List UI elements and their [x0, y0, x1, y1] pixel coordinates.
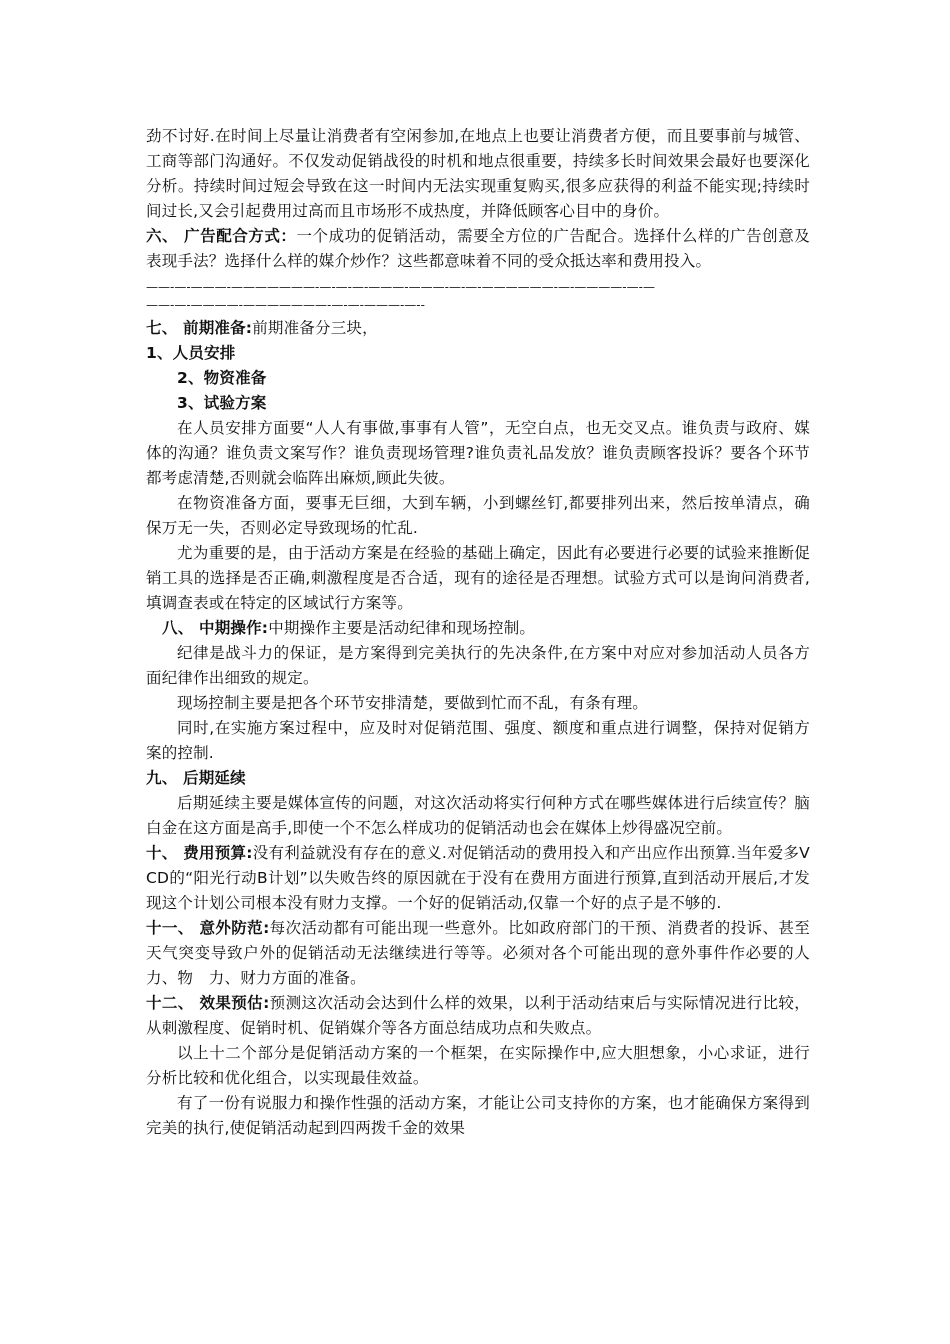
section-8-paragraph-3: 同时,在实施方案过程中，应及时对促销范围、强度、额度和重点进行调整，保持对促销方案的控制. — [146, 719, 810, 762]
section-6-heading: 六、 广告配合方式： — [146, 227, 297, 245]
section-10-body: 没有利益就没有存在的意义.对促销活动的费用投入和产出应作出预算.当年爱多VCD的“阳光行动B计划”以失败告终的原因就在于没有在费用方面进行预算,直到活动开展后,才发现这个计划公司根本没有财力支撑。一个好的促销活动,仅靠一个好的点子是不够的. — [146, 844, 810, 912]
section-7-item-2: 2、物资准备 — [177, 369, 267, 387]
section-8-paragraph-2: 现场控制主要是把各个环节安排清楚，要做到忙而不乱，有条有理。 — [177, 694, 649, 712]
section-7-item-3: 3、试验方案 — [177, 394, 267, 412]
section-8-heading: 八、 中期操作: — [162, 619, 269, 637]
dash-rule-2: ——-—-————-———————-—-—-———-—-- — [146, 298, 425, 312]
section-6-paragraph — [146, 224, 810, 274]
section-7-body: 前期准备分三块， — [252, 319, 378, 337]
section-9-heading: 九、 后期延续 — [146, 769, 246, 787]
section-7-paragraph — [146, 316, 810, 341]
section-12-body: 预测这次活动会达到什么样的效果，以利于活动结束后与实际情况进行比较，从刺激程度、促销时机、促销媒介等各方面总结成功点和失败点。 — [146, 994, 810, 1037]
dash-rule-1: ——-—-———-———————-—-—-—-———-———-—-—-——————-—-————-—-— — [146, 280, 655, 294]
section-10-paragraph — [146, 841, 810, 916]
section-12-paragraph — [146, 991, 810, 1041]
section-11-paragraph — [146, 916, 810, 991]
closing-paragraph-1: 以上十二个部分是促销活动方案的一个框架，在实际操作中,应大胆想象，小心求证，进行分析比较和优化组合，以实现最佳效益。 — [146, 1044, 810, 1087]
intro-paragraph: 劲不讨好.在时间上尽量让消费者有空闲参加,在地点上也要让消费者方便，而且要事前与城管、工商等部门沟通好。不仅发动促销战役的时机和地点很重要，持续多长时间效果会最好也要深化分析。持续时间过短会导致在这一时间内无法实现重复购买,很多应获得的利益不能实现;持续时间过长,又会引起费用过高而且市场形不成热度，并降低顾客心目中的身价。 — [146, 127, 810, 220]
section-8-paragraph-1: 纪律是战斗力的保证，是方案得到完美执行的先决条件,在方案中对应对参加活动人员各方面纪律作出细致的规定。 — [146, 644, 810, 687]
section-7-item-1: 1、人员安排 — [146, 344, 236, 362]
section-8-paragraph — [146, 616, 810, 641]
section-8-body: 中期操作主要是活动纪律和现场控制。 — [268, 619, 536, 637]
section-10-heading: 十、 费用预算: — [146, 844, 253, 862]
section-11-body: 每次活动都有可能出现一些意外。比如政府部门的干预、消费者的投诉、甚至天气突变导致户外的促销活动无法继续进行等等。必须对各个可能出现的意外事件作必要的人力、物 力、财力方面的准备。 — [146, 919, 810, 987]
section-7-heading: 七、 前期准备: — [146, 319, 253, 337]
section-9-paragraph-1: 后期延续主要是媒体宣传的问题，对这次活动将实行何种方式在哪些媒体进行后续宣传？脑白金在这方面是高手,即使一个不怎么样成功的促销活动也会在媒体上炒得盛况空前。 — [146, 794, 810, 837]
closing-paragraph-2: 有了一份有说服力和操作性强的活动方案，才能让公司支持你的方案，也才能确保方案得到完美的执行,使促销活动起到四两拨千金的效果 — [146, 1094, 810, 1137]
section-6-body: 一个成功的促销活动，需要全方位的广告配合。选择什么样的广告创意及表现手法？选择什么样的媒介炒作？这些都意味着不同的受众抵达率和费用投入。 — [146, 227, 810, 270]
section-7-paragraph-3: 尤为重要的是，由于活动方案是在经验的基础上确定，因此有必要进行必要的试验来推断促销工具的选择是否正确,刺激程度是否合适，现有的途径是否理想。试验方式可以是询问消费者,填调查表或在特定的区域试行方案等。 — [146, 544, 810, 612]
section-7-paragraph-1: 在人员安排方面要“人人有事做,事事有人管”，无空白点，也无交叉点。谁负责与政府、媒体的沟通？谁负责文案写作？谁负责现场管理?谁负责礼品发放？谁负责顾客投诉？要各个环节都考虑清楚,否则就会临阵出麻烦,顾此失彼。 — [146, 419, 810, 487]
section-7-paragraph-2: 在物资准备方面，要事无巨细，大到车辆，小到螺丝钉,都要排列出来，然后按单清点，确保万无一失，否则必定导致现场的忙乱. — [146, 494, 810, 537]
section-11-heading: 十一、 意外防范: — [146, 919, 270, 937]
section-12-heading: 十二、 效果预估: — [146, 994, 270, 1012]
document-page — [146, 124, 810, 1141]
